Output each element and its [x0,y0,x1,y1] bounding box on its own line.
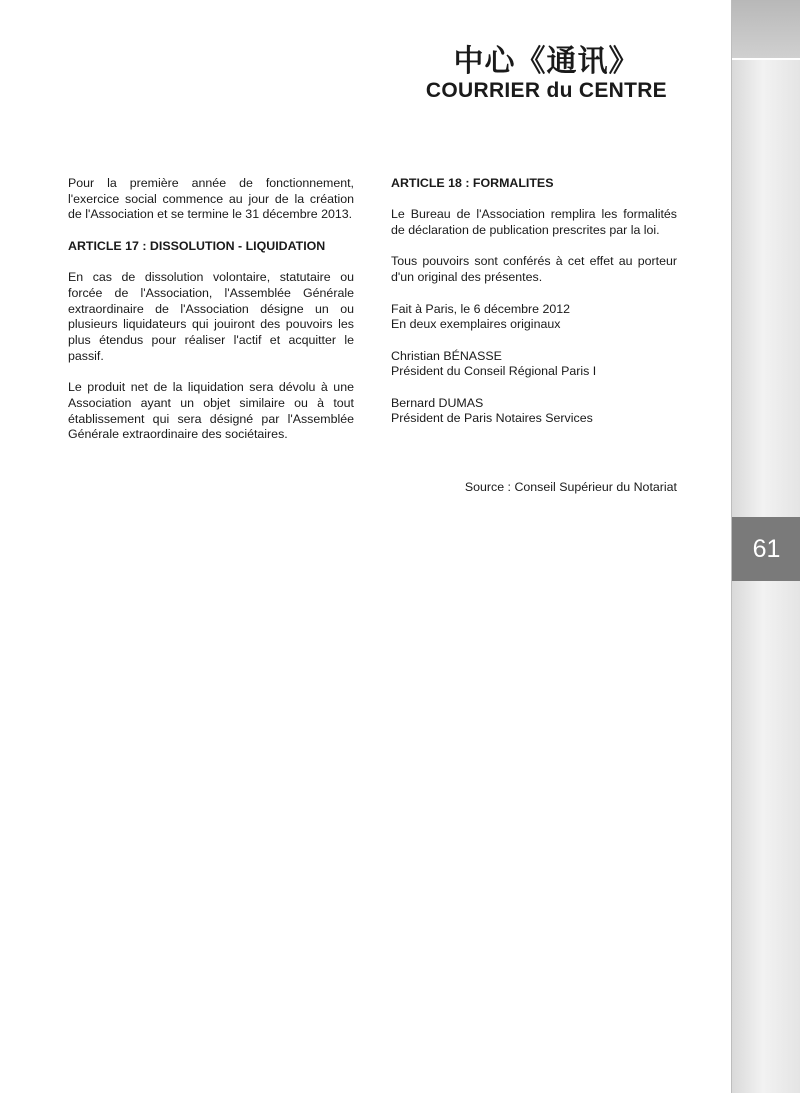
signatory-1-name: Christian BÉNASSE [391,348,502,363]
article-18-heading: ARTICLE 18 : FORMALITES [391,176,554,190]
intro-paragraph: Pour la première année de fonctionnement, l'exercice social commence au jour de la création de l'Association et se termine le 31 décembre 2013. [68,176,354,222]
signature-place-date-block [391,302,677,333]
article-18-paragraph-1: Le Bureau de l'Association remplira les formalités de déclaration de publication prescrites par la loi. [391,207,677,238]
article-17-paragraph-2: Le produit net de la liquidation sera dévolu à une Association ayant un objet similaire ou à tout établissement qui sera désigné par l'Assemblée Générale extraordinaire des sociétaires. [68,380,354,442]
signatory-2-block [391,396,677,427]
source-credit: Source : Conseil Supérieur du Notariat [464,480,677,494]
signatory-1-block [391,349,677,380]
article-18-paragraph-2: Tous pouvoirs sont conférés à cet effet au porteur d'un original des présentes. [391,254,677,285]
masthead-title-french: COURRIER du CENTRE [425,79,667,102]
copies-note: En deux exemplaires originaux [391,317,561,332]
signatory-1-title: Président du Conseil Régional Paris I [391,364,597,379]
page-number: 61 [732,517,800,581]
sidebar-top-band [732,0,800,60]
signatory-2-name: Bernard DUMAS [391,395,484,410]
signatory-2-title: Président de Paris Notaires Services [391,411,593,426]
masthead-title-chinese: 中心《通讯》 [453,44,640,79]
masthead [426,44,667,102]
page-sidebar [731,0,800,1093]
article-17-paragraph-1: En cas de dissolution volontaire, statutaire ou forcée de l'Association, l'Assemblée Générale extraordinaire de l'Association désigne un ou plusieurs liquidateurs qui jouiront des pouvoirs les plus étendus pour réaliser l'actif et acquitter le passif. [68,270,354,363]
right-column [391,176,677,443]
signed-place-date: Fait à Paris, le 6 décembre 2012 [391,301,571,316]
article-17-heading: ARTICLE 17 : DISSOLUTION - LIQUIDATION [68,238,326,253]
left-column [68,176,354,459]
